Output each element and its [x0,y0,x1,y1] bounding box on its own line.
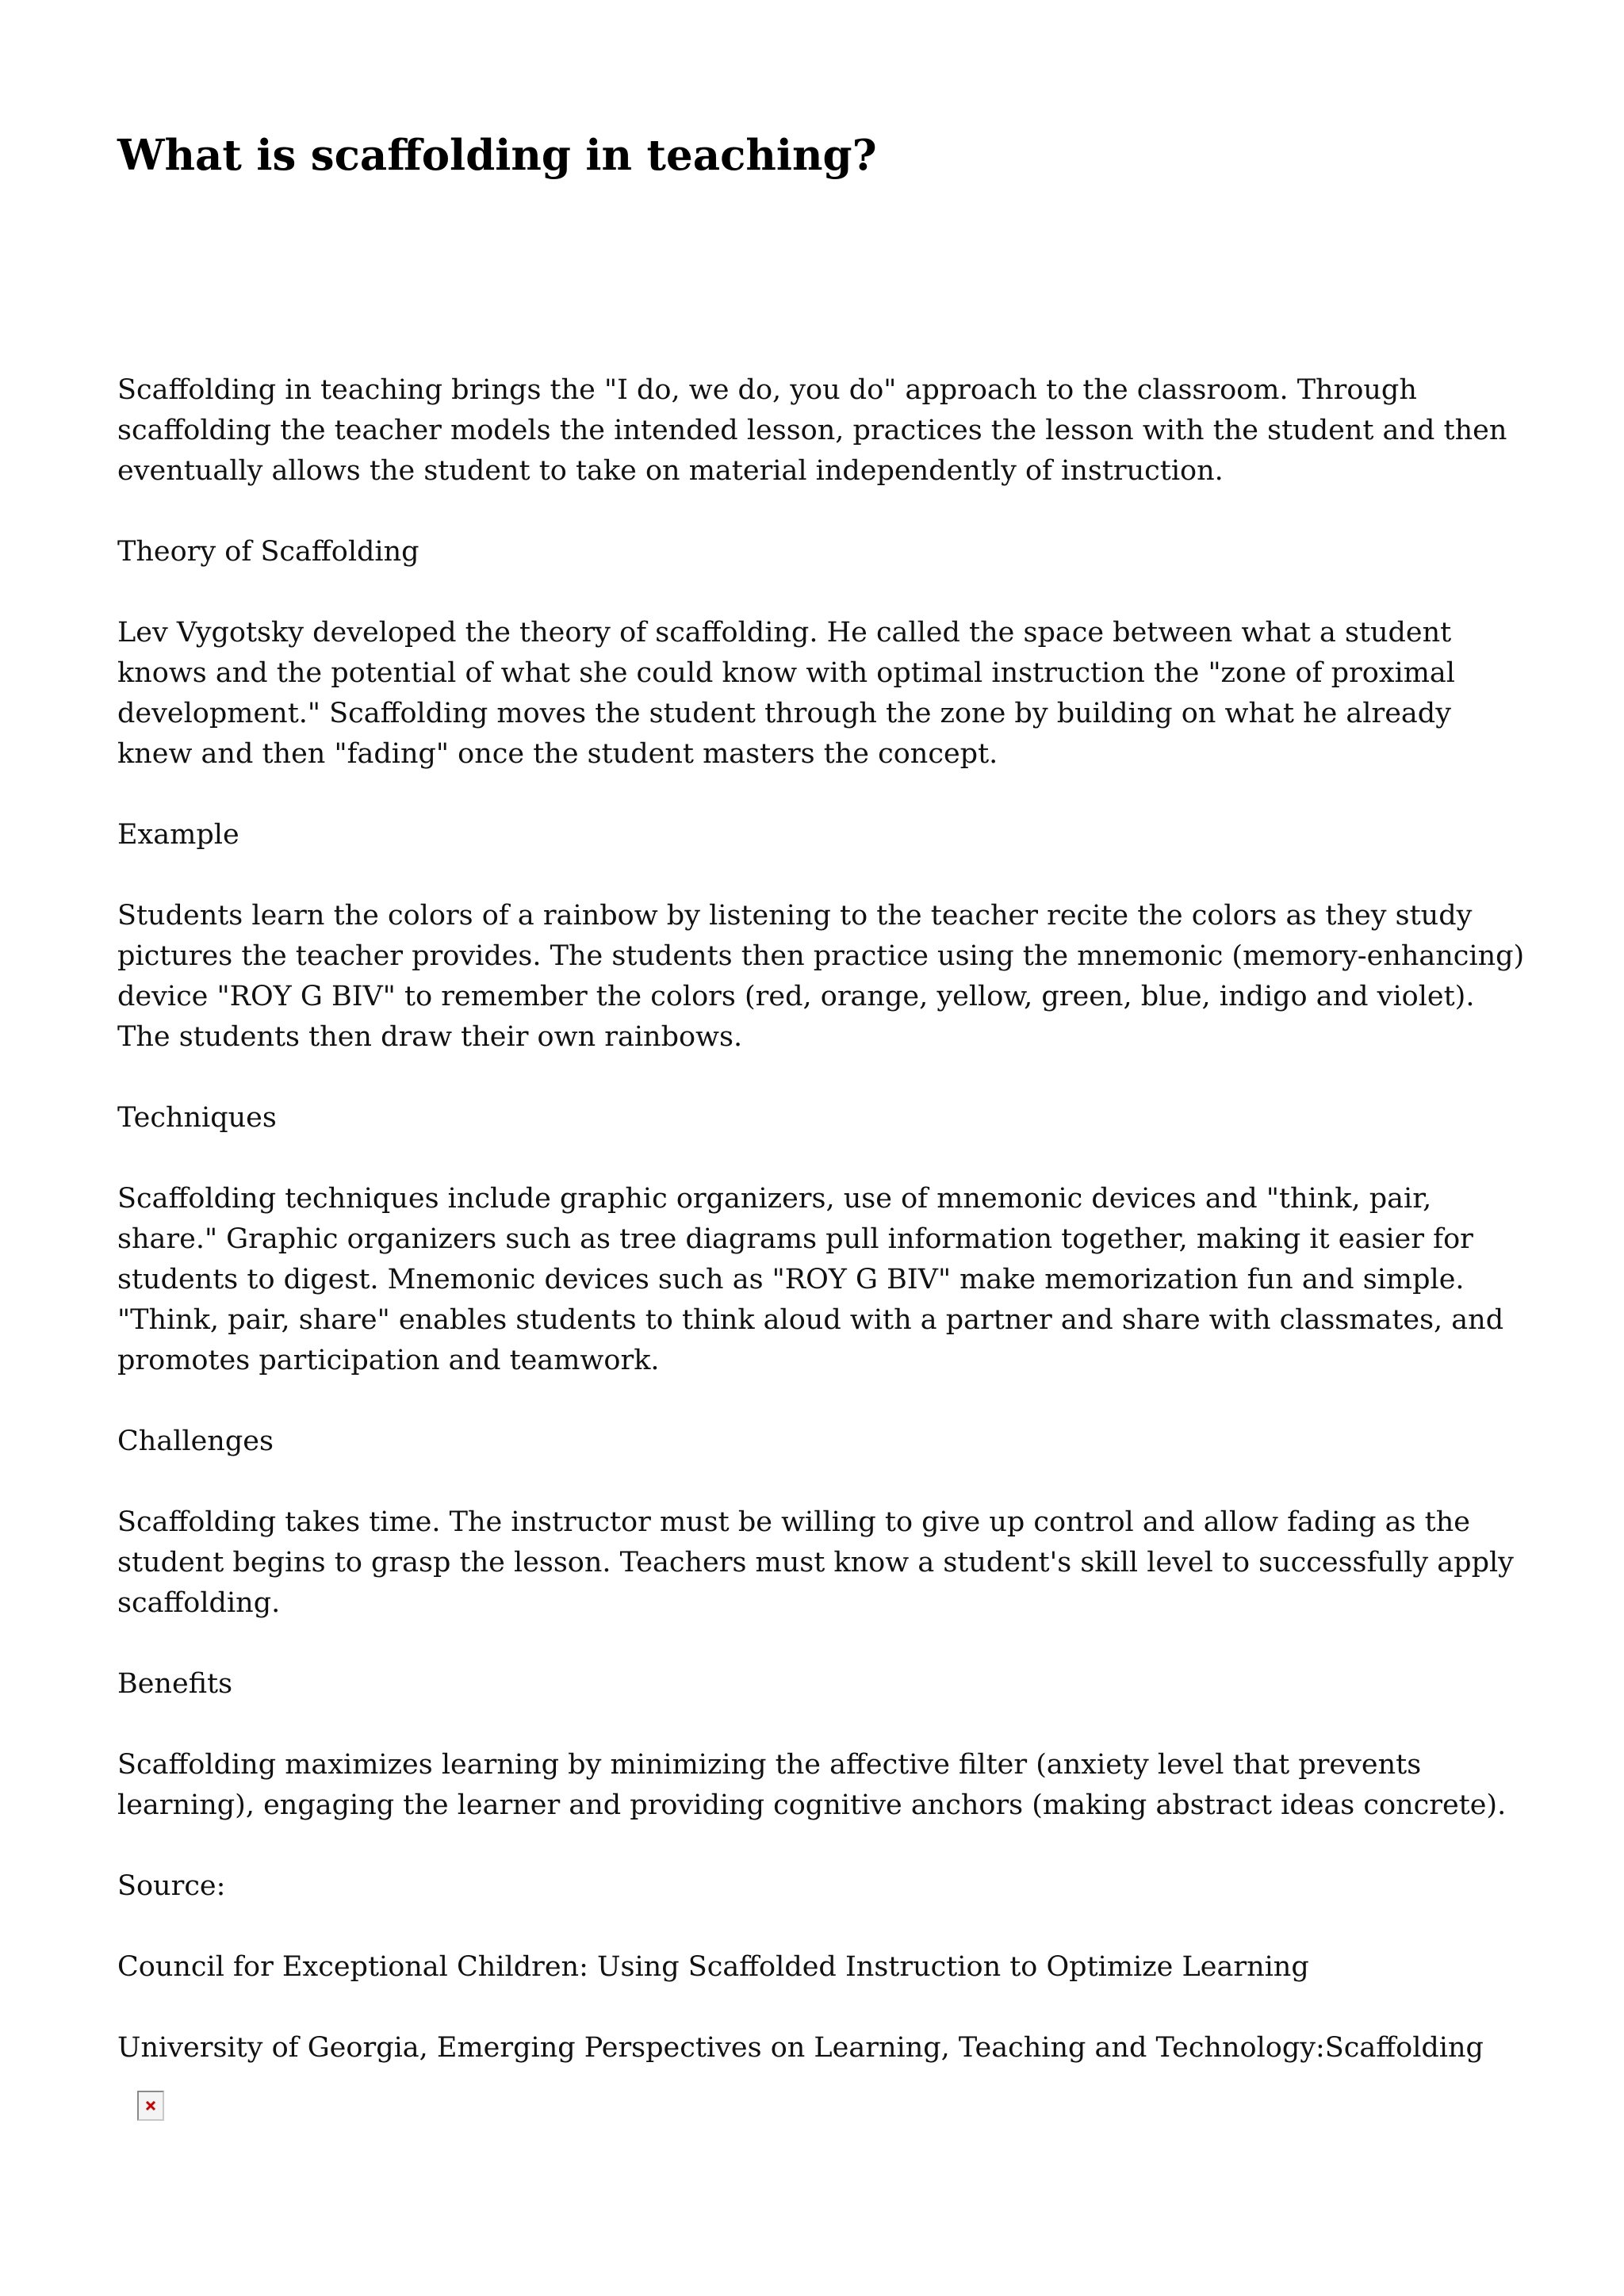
techniques-paragraph: Scaffolding techniques include graphic organizers, use of mnemonic devices and "think, pair, share." Graphic organizers such as tree diagrams pull information together, making it easier for students to digest. Mnemonic devices such as "ROY G BIV" make memorization fun and simple. "Think, pair, share" enables students to think aloud with a partner and share with classmates, and promotes participation and teamwork. [117,1183,1504,1376]
theory-paragraph: Lev Vygotsky developed the theory of scaffolding. He called the space between what a student knows and the potential of what she could know with optimal instruction the "zone of proximal development." Scaffolding moves the student through the zone by building on what he already knew and then "fading" once the student masters the concept. [117,617,1455,770]
example-paragraph: Students learn the colors of a rainbow by listening to the teacher recite the colors as they study pictures the teacher provides. The students then practice using the mnemonic (memory-enhancing) device "ROY G BIV" to remember the colors (red, orange, yellow, green, blue, indigo and violet). The students then draw their own rainbows. [117,900,1525,1053]
article-body [117,370,1529,2068]
section-heading-benefits: Benefits [117,1668,233,1700]
benefits-paragraph: Scaffolding maximizes learning by minimizing the affective filter (anxiety level that prevents learning), engaging the learner and providing cognitive anchors (making abstract ideas concrete). [117,1749,1507,1821]
source-item: University of Georgia, Emerging Perspectives on Learning, Teaching and Technology:Scaffolding [117,2032,1484,2064]
intro-paragraph: Scaffolding in teaching brings the "I do, we do, you do" approach to the classroom. Through scaffolding the teacher models the intended lesson, practices the lesson with the student and then eventually allows the student to take on material independently of instruction. [117,374,1507,487]
section-heading-techniques: Techniques [117,1102,277,1134]
section-heading-example: Example [117,819,239,851]
section-heading-challenges: Challenges [117,1425,274,1457]
challenges-paragraph: Scaffolding takes time. The instructor must be willing to give up control and allow fading as the student begins to grasp the lesson. Teachers must know a student's skill level to successfully apply scaffolding. [117,1506,1514,1619]
source-label: Source: [117,1870,226,1902]
close-x-icon [145,2100,156,2111]
section-heading-theory: Theory of Scaffolding [117,536,419,568]
broken-image-icon [137,2091,164,2121]
page-title: What is scaffolding in teaching? [117,131,877,180]
article [117,119,1529,2109]
source-item: Council for Exceptional Children: Using Scaffolded Instruction to Optimize Learning [117,1951,1309,1983]
